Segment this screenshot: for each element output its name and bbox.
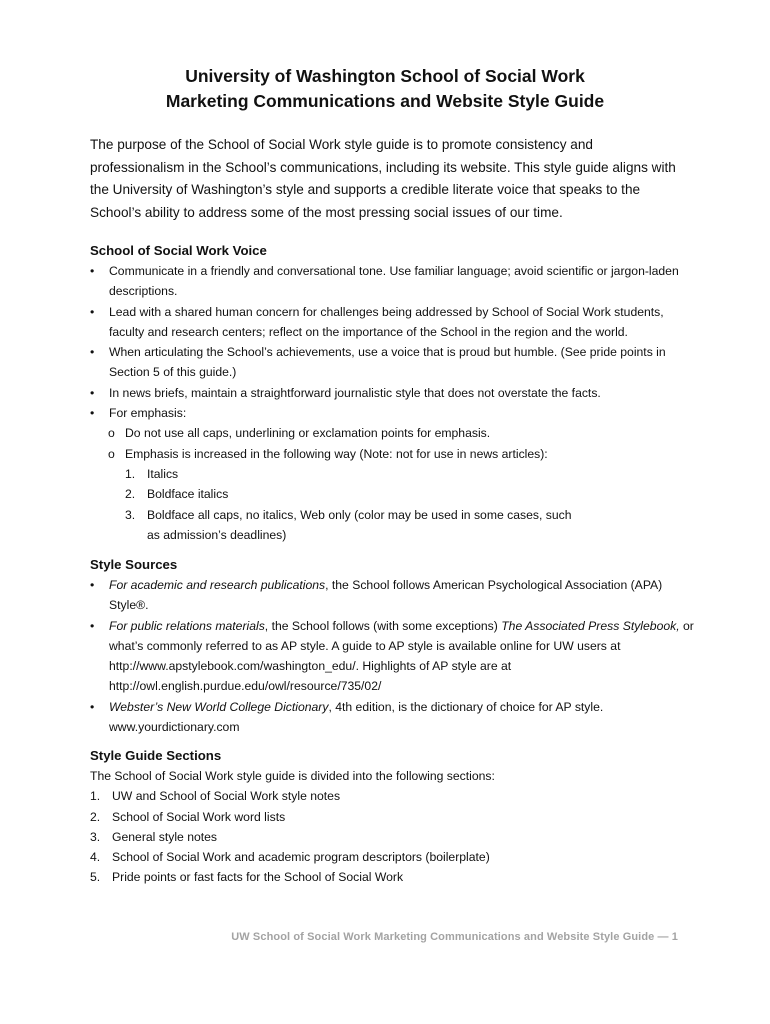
- voice-list: [90, 261, 700, 545]
- list-item: • Webster’s New World College Dictionary, 4th edition, is the dictionary of choice for AP style. www.yourdictionary.com: [90, 697, 700, 738]
- sub-list-item: o Do not use all caps, underlining or exclamation points for emphasis.: [90, 423, 700, 443]
- intro-paragraph: [90, 134, 690, 224]
- numbered-item: 5. Pride points or fast facts for the School of Social Work: [90, 867, 700, 887]
- number-marker: 1.: [125, 466, 136, 481]
- bullet-marker: •: [90, 618, 95, 633]
- title-line-2: Marketing Communications and Website Style Guide: [165, 91, 605, 111]
- bullet-marker: •: [90, 699, 95, 714]
- number-marker: 4.: [90, 850, 101, 865]
- number-marker: 2.: [125, 487, 136, 502]
- intro-text: The purpose of the School of Social Work style guide is to promote consistency and professionalism in the School’s communications, including its website. This style guide aligns with the University of Washington’s style and supports a credible literate voice that speaks to the School’s ability to address some of the most pressing social issues of our time.: [90, 137, 676, 220]
- list-item: • Lead with a shared human concern for challenges being addressed by School of Social Work students, faculty and research centers; reflect on the importance of the School in the region and the world.: [90, 302, 700, 343]
- list-item: • For emphasis:: [90, 403, 700, 423]
- bullet-marker: •: [90, 406, 95, 421]
- sources-heading: Style Sources: [90, 557, 178, 572]
- numbered-item: 3. General style notes: [90, 827, 700, 847]
- sections-list: [90, 786, 700, 887]
- sub-list-item: o Emphasis is increased in the following way (Note: not for use in news articles):: [90, 444, 700, 464]
- title-line-1: University of Washington School of Social Work: [185, 66, 585, 86]
- list-item: • When articulating the School’s achievements, use a voice that is proud but humble. (See pride points in Section 5 of this guide.): [90, 342, 700, 383]
- list-item: • In news briefs, maintain a straightforward journalistic style that does not overstate the facts.: [90, 383, 700, 403]
- list-item: • For academic and research publications, the School follows American Psychological Association (APA) Style®.: [90, 575, 700, 616]
- bullet-marker: •: [90, 345, 95, 360]
- guide-sections: [90, 745, 700, 888]
- voice-section: [90, 240, 700, 545]
- number-marker: 1.: [90, 789, 101, 804]
- number-marker: 3.: [125, 507, 136, 522]
- number-marker: 3.: [90, 829, 101, 844]
- sub-bullet-marker: o: [108, 426, 115, 441]
- sources-section: [90, 554, 700, 737]
- bullet-marker: •: [90, 385, 95, 400]
- sections-heading: Style Guide Sections: [90, 748, 222, 763]
- voice-heading: School of Social Work Voice: [90, 243, 267, 258]
- numbered-item: 1. Italics: [90, 464, 700, 484]
- number-marker: 5.: [90, 870, 101, 885]
- number-marker: 2.: [90, 809, 101, 824]
- bullet-marker: •: [90, 264, 95, 278]
- list-item: • For public relations materials, the School follows (with some exceptions) The Associated Press Stylebook, or what’s commonly referred to as AP style. A guide to AP style is available online for UW users at http://www.apstylebook.com/washington_edu/. Highlights of AP style are at http://owl.english.purdue.edu/owl/resource/735/02/: [90, 616, 700, 697]
- page-footer: UW School of Social Work Marketing Communications and Website Style Guide — 1: [231, 931, 678, 943]
- numbered-item: 1. UW and School of Social Work style notes: [90, 786, 700, 806]
- bullet-marker: •: [90, 578, 95, 592]
- list-item: • Communicate in a friendly and conversational tone. Use familiar language; avoid scientific or jargon-laden descriptions.: [90, 261, 700, 302]
- bullet-marker: •: [90, 304, 95, 319]
- numbered-item: 3. Boldface all caps, no italics, Web only (color may be used in some cases, such as admission’s deadlines): [90, 505, 700, 546]
- numbered-item: 2. Boldface italics: [90, 484, 700, 504]
- sources-list: [90, 575, 700, 737]
- numbered-item: 4. School of Social Work and academic program descriptors (boilerplate): [90, 847, 700, 867]
- sections-intro: The School of Social Work style guide is divided into the following sections:: [90, 769, 495, 783]
- document-title: [0, 64, 770, 114]
- sub-bullet-marker: o: [108, 446, 115, 461]
- numbered-item: 2. School of Social Work word lists: [90, 807, 700, 827]
